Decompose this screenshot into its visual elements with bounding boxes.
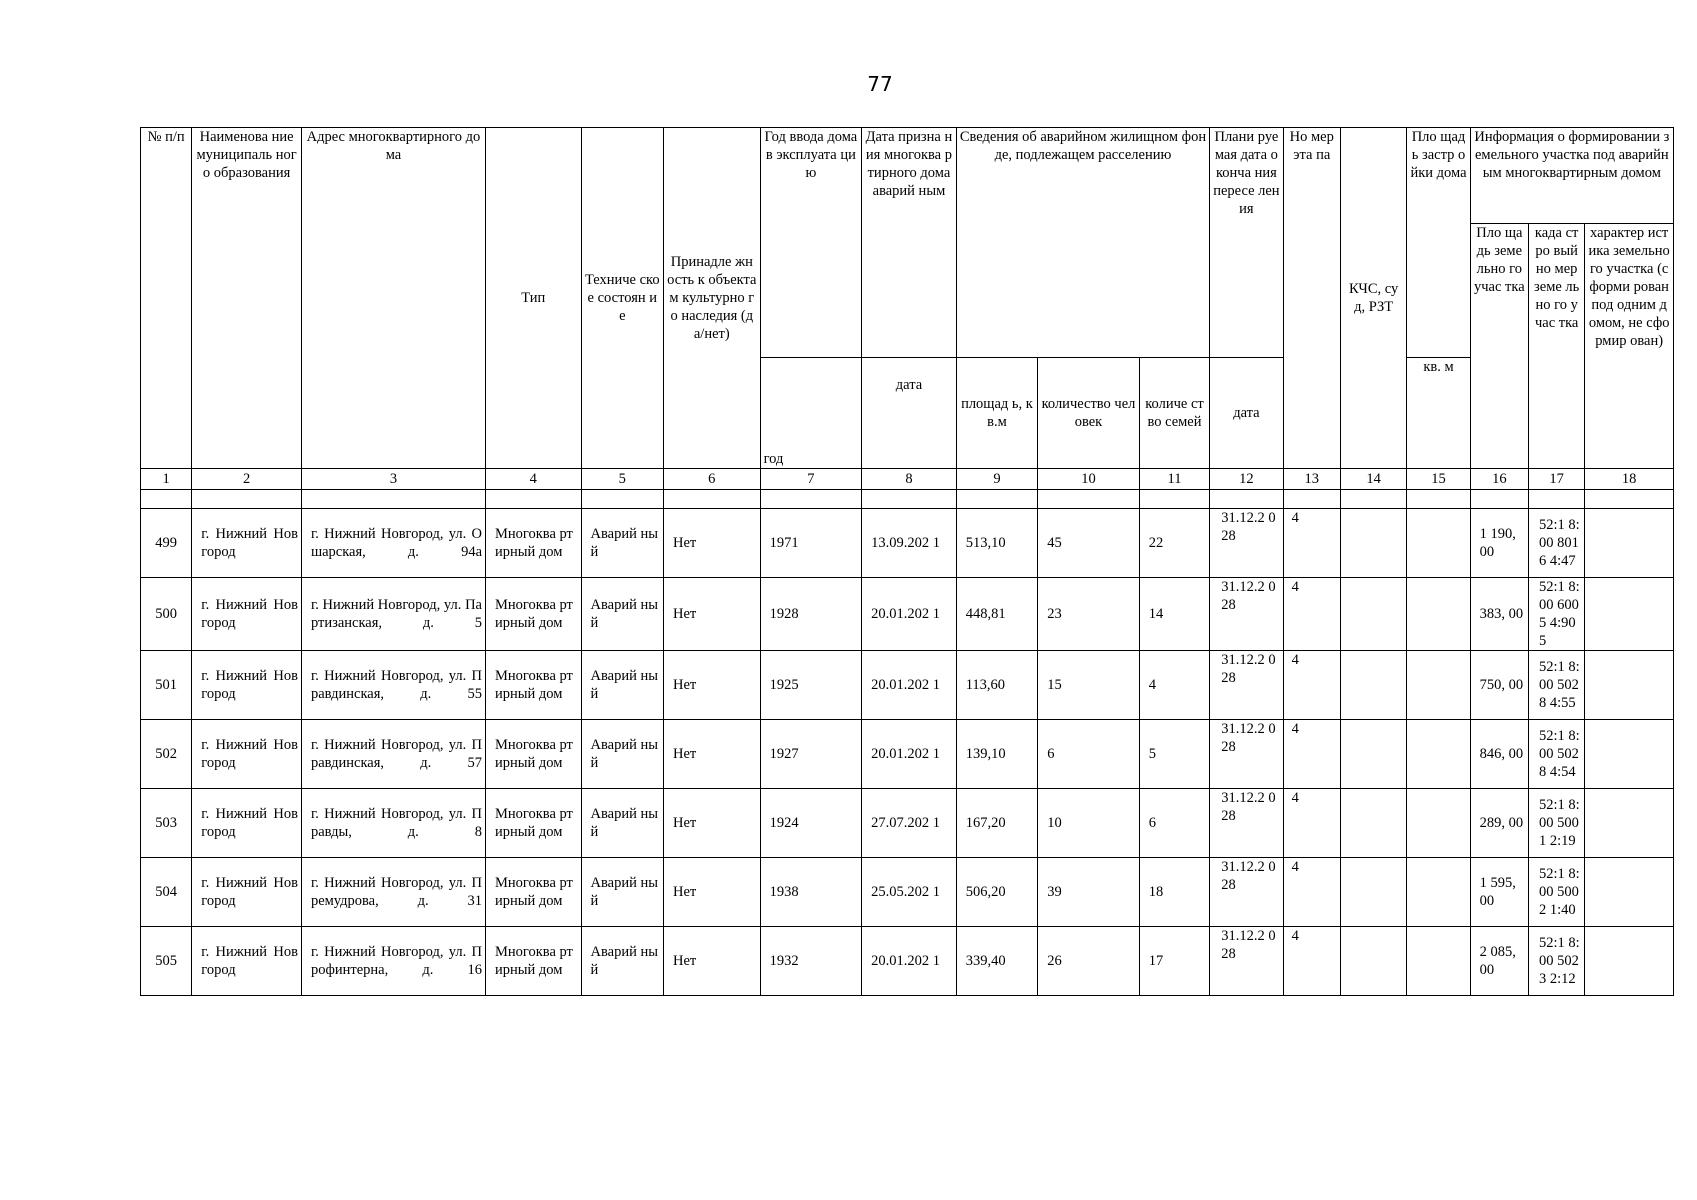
cell-cadastral-number: 52:1 8:00 6005 4:90 5 bbox=[1529, 578, 1585, 651]
cell-building-area bbox=[1407, 720, 1470, 789]
cell-land-area: 846, 00 bbox=[1470, 720, 1528, 789]
cell-technical-state: Аварий ный bbox=[581, 720, 663, 789]
cell-land-characteristic bbox=[1585, 927, 1674, 996]
cell-building-type: Многоква ртирный дом bbox=[486, 651, 582, 720]
header-land-characteristic: характер истика земельно го участка (сформи рован под одним домом, не сформир ован) bbox=[1585, 224, 1674, 469]
cell-land-area: 750, 00 bbox=[1470, 651, 1528, 720]
cell-planned-date: 31.12.2 028 bbox=[1210, 578, 1283, 651]
cell-people-count: 45 bbox=[1038, 509, 1140, 578]
cell-kchs bbox=[1340, 927, 1406, 996]
cell-family-count: 5 bbox=[1139, 720, 1209, 789]
cell-area: 167,20 bbox=[956, 789, 1037, 858]
header-building-area: Пло щадь застр ойки дома bbox=[1407, 128, 1470, 358]
column-number: 10 bbox=[1038, 469, 1140, 490]
cell-people-count: 6 bbox=[1038, 720, 1140, 789]
column-number: 2 bbox=[192, 469, 302, 490]
cell-people-count: 15 bbox=[1038, 651, 1140, 720]
cell-heritage: Нет bbox=[664, 509, 761, 578]
cell-commission-year: 1971 bbox=[760, 509, 862, 578]
cell-area: 506,20 bbox=[956, 858, 1037, 927]
cell-technical-state: Аварий ный bbox=[581, 789, 663, 858]
column-number: 15 bbox=[1407, 469, 1470, 490]
cell-land-characteristic bbox=[1585, 651, 1674, 720]
column-number: 4 bbox=[486, 469, 582, 490]
cell-municipality: г. Нижний Новгород bbox=[192, 927, 302, 996]
column-number: 18 bbox=[1585, 469, 1674, 490]
cell-emergency-date: 20.01.202 1 bbox=[862, 927, 957, 996]
cell-municipality: г. Нижний Новгород bbox=[192, 789, 302, 858]
cell-row-number: 503 bbox=[141, 789, 192, 858]
cell-cadastral-number: 52:1 8:00 5028 4:54 bbox=[1529, 720, 1585, 789]
column-number: 3 bbox=[301, 469, 485, 490]
cell-family-count: 6 bbox=[1139, 789, 1209, 858]
cell-emergency-date: 20.01.202 1 bbox=[862, 578, 957, 651]
emergency-housing-table bbox=[140, 127, 1674, 996]
cell-technical-state: Аварий ный bbox=[581, 651, 663, 720]
cell-land-characteristic bbox=[1585, 509, 1674, 578]
cell-municipality: г. Нижний Новгород bbox=[192, 720, 302, 789]
cell-land-area: 1 595, 00 bbox=[1470, 858, 1528, 927]
cell-family-count: 14 bbox=[1139, 578, 1209, 651]
cell-family-count: 18 bbox=[1139, 858, 1209, 927]
table-row bbox=[141, 858, 1674, 927]
cell-stage-number: 4 bbox=[1283, 509, 1340, 578]
header-commission-year: Год ввода дома в эксплуата цию bbox=[760, 128, 862, 358]
cell-commission-year: 1924 bbox=[760, 789, 862, 858]
cell-emergency-date: 27.07.202 1 bbox=[862, 789, 957, 858]
cell-row-number: 502 bbox=[141, 720, 192, 789]
cell-cadastral-number: 52:1 8:00 8016 4:47 bbox=[1529, 509, 1585, 578]
cell-building-type: Многоква ртирный дом bbox=[486, 858, 582, 927]
cell-family-count: 4 bbox=[1139, 651, 1209, 720]
cell-planned-date: 31.12.2 028 bbox=[1210, 509, 1283, 578]
cell-family-count: 22 bbox=[1139, 509, 1209, 578]
cell-planned-date: 31.12.2 028 bbox=[1210, 720, 1283, 789]
table-row bbox=[141, 720, 1674, 789]
cell-address: г. Нижний Новгород, ул. Профинтерна, д. 16 bbox=[301, 927, 485, 996]
column-number: 12 bbox=[1210, 469, 1283, 490]
cell-building-area bbox=[1407, 651, 1470, 720]
cell-kchs bbox=[1340, 651, 1406, 720]
cell-land-characteristic bbox=[1585, 789, 1674, 858]
cell-address: г. Нижний Новгород, ул. Правдинская, д. 57 bbox=[301, 720, 485, 789]
column-number: 13 bbox=[1283, 469, 1340, 490]
cell-kchs bbox=[1340, 720, 1406, 789]
cell-row-number: 504 bbox=[141, 858, 192, 927]
cell-address: г. Нижний Новгород, ул. Правды, д. 8 bbox=[301, 789, 485, 858]
header-technical-state: Техниче ское состоян ие bbox=[581, 128, 663, 469]
cell-planned-date: 31.12.2 028 bbox=[1210, 789, 1283, 858]
column-number: 14 bbox=[1340, 469, 1406, 490]
header-land-area: Пло щадь земе льно го учас тка bbox=[1470, 224, 1528, 469]
cell-land-area: 383, 00 bbox=[1470, 578, 1528, 651]
cell-people-count: 10 bbox=[1038, 789, 1140, 858]
cell-technical-state: Аварий ный bbox=[581, 509, 663, 578]
cell-technical-state: Аварий ный bbox=[581, 927, 663, 996]
cell-municipality: г. Нижний Новгород bbox=[192, 651, 302, 720]
cell-planned-date: 31.12.2 028 bbox=[1210, 651, 1283, 720]
cell-address: г. Нижний Новгород, ул. Партизанская, д. 5 bbox=[301, 578, 485, 651]
cell-kchs bbox=[1340, 578, 1406, 651]
header-area-sub: площад ь, кв.м bbox=[956, 358, 1037, 469]
spacer-row bbox=[141, 490, 1674, 509]
cell-heritage: Нет bbox=[664, 789, 761, 858]
cell-row-number: 500 bbox=[141, 578, 192, 651]
cell-emergency-date: 13.09.202 1 bbox=[862, 509, 957, 578]
cell-kchs bbox=[1340, 789, 1406, 858]
table-row bbox=[141, 789, 1674, 858]
cell-address: г. Нижний Новгород, ул. Премудрова, д. 31 bbox=[301, 858, 485, 927]
cell-heritage: Нет bbox=[664, 858, 761, 927]
column-number: 11 bbox=[1139, 469, 1209, 490]
column-number-row bbox=[141, 469, 1674, 490]
cell-people-count: 26 bbox=[1038, 927, 1140, 996]
cell-cadastral-number: 52:1 8:00 5023 2:12 bbox=[1529, 927, 1585, 996]
cell-commission-year: 1925 bbox=[760, 651, 862, 720]
cell-building-area bbox=[1407, 509, 1470, 578]
column-number: 1 bbox=[141, 469, 192, 490]
header-year-sub: год bbox=[760, 358, 862, 469]
column-number: 5 bbox=[581, 469, 663, 490]
table-row bbox=[141, 651, 1674, 720]
cell-planned-date: 31.12.2 028 bbox=[1210, 858, 1283, 927]
cell-emergency-date: 25.05.202 1 bbox=[862, 858, 957, 927]
cell-heritage: Нет bbox=[664, 578, 761, 651]
cell-municipality: г. Нижний Новгород bbox=[192, 858, 302, 927]
column-number: 8 bbox=[862, 469, 957, 490]
cell-commission-year: 1932 bbox=[760, 927, 862, 996]
cell-address: г. Нижний Новгород, ул. Ошарская, д. 94а bbox=[301, 509, 485, 578]
cell-stage-number: 4 bbox=[1283, 858, 1340, 927]
cell-cadastral-number: 52:1 8:00 5002 1:40 bbox=[1529, 858, 1585, 927]
cell-building-type: Многоква ртирный дом bbox=[486, 720, 582, 789]
cell-building-area bbox=[1407, 858, 1470, 927]
cell-people-count: 39 bbox=[1038, 858, 1140, 927]
cell-municipality: г. Нижний Новгород bbox=[192, 578, 302, 651]
cell-building-type: Многоква ртирный дом bbox=[486, 927, 582, 996]
cell-building-type: Многоква ртирный дом bbox=[486, 578, 582, 651]
cell-commission-year: 1928 bbox=[760, 578, 862, 651]
header-families-sub: количе ство семей bbox=[1139, 358, 1209, 469]
cell-stage-number: 4 bbox=[1283, 927, 1340, 996]
cell-row-number: 499 bbox=[141, 509, 192, 578]
cell-emergency-date: 20.01.202 1 bbox=[862, 720, 957, 789]
cell-area: 448,81 bbox=[956, 578, 1037, 651]
header-number: № п/п bbox=[141, 128, 192, 469]
cell-building-type: Многоква ртирный дом bbox=[486, 509, 582, 578]
cell-area: 339,40 bbox=[956, 927, 1037, 996]
cell-heritage: Нет bbox=[664, 720, 761, 789]
cell-land-area: 1 190, 00 bbox=[1470, 509, 1528, 578]
column-number: 9 bbox=[956, 469, 1037, 490]
cell-kchs bbox=[1340, 858, 1406, 927]
header-date-sub: дата bbox=[862, 358, 957, 469]
column-number: 16 bbox=[1470, 469, 1528, 490]
header-emergency-fund: Сведения об аварийном жилищном фонде, подлежащем расселению bbox=[956, 128, 1209, 358]
table-row bbox=[141, 509, 1674, 578]
cell-area: 139,10 bbox=[956, 720, 1037, 789]
header-planned-date-sub: дата bbox=[1210, 358, 1283, 469]
cell-row-number: 505 bbox=[141, 927, 192, 996]
header-heritage: Принадле жность к объектам культурно го наследия (да/нет) bbox=[664, 128, 761, 469]
header-land-info: Информация о формировании земельного участка под аварийным многоквартирным домом bbox=[1470, 128, 1673, 224]
header-municipality: Наименова ние муниципаль ного образования bbox=[192, 128, 302, 469]
header-building-area-unit: кв. м bbox=[1407, 358, 1470, 469]
cell-heritage: Нет bbox=[664, 927, 761, 996]
cell-cadastral-number: 52:1 8:00 5001 2:19 bbox=[1529, 789, 1585, 858]
page-number: 77 bbox=[867, 72, 893, 96]
column-number: 7 bbox=[760, 469, 862, 490]
cell-stage-number: 4 bbox=[1283, 651, 1340, 720]
cell-kchs bbox=[1340, 509, 1406, 578]
cell-row-number: 501 bbox=[141, 651, 192, 720]
cell-land-characteristic bbox=[1585, 720, 1674, 789]
cell-area: 513,10 bbox=[956, 509, 1037, 578]
column-number: 6 bbox=[664, 469, 761, 490]
header-cadastral-number: када стро вый но мер земе льно го учас тка bbox=[1529, 224, 1585, 469]
cell-people-count: 23 bbox=[1038, 578, 1140, 651]
cell-building-type: Многоква ртирный дом bbox=[486, 789, 582, 858]
cell-technical-state: Аварий ный bbox=[581, 858, 663, 927]
cell-family-count: 17 bbox=[1139, 927, 1209, 996]
cell-cadastral-number: 52:1 8:00 5028 4:55 bbox=[1529, 651, 1585, 720]
cell-planned-date: 31.12.2 028 bbox=[1210, 927, 1283, 996]
header-kchs: КЧС, суд, РЗТ bbox=[1340, 128, 1406, 469]
header-emergency-date: Дата призна ния многоква ртирного дома аварий ным bbox=[862, 128, 957, 358]
cell-stage-number: 4 bbox=[1283, 578, 1340, 651]
header-address: Адрес многоквартирного дома bbox=[301, 128, 485, 469]
cell-heritage: Нет bbox=[664, 651, 761, 720]
cell-commission-year: 1938 bbox=[760, 858, 862, 927]
cell-land-characteristic bbox=[1585, 858, 1674, 927]
cell-building-area bbox=[1407, 578, 1470, 651]
cell-area: 113,60 bbox=[956, 651, 1037, 720]
cell-commission-year: 1927 bbox=[760, 720, 862, 789]
cell-land-area: 2 085, 00 bbox=[1470, 927, 1528, 996]
column-number: 17 bbox=[1529, 469, 1585, 490]
header-stage: Но мер эта па bbox=[1283, 128, 1340, 469]
cell-land-characteristic bbox=[1585, 578, 1674, 651]
cell-building-area bbox=[1407, 927, 1470, 996]
cell-municipality: г. Нижний Новгород bbox=[192, 509, 302, 578]
cell-address: г. Нижний Новгород, ул. Правдинская, д. 55 bbox=[301, 651, 485, 720]
cell-technical-state: Аварий ный bbox=[581, 578, 663, 651]
header-type: Тип bbox=[486, 128, 582, 469]
cell-emergency-date: 20.01.202 1 bbox=[862, 651, 957, 720]
header-people-sub: количество человек bbox=[1038, 358, 1140, 469]
cell-land-area: 289, 00 bbox=[1470, 789, 1528, 858]
cell-stage-number: 4 bbox=[1283, 720, 1340, 789]
table-row bbox=[141, 578, 1674, 651]
header-planned-date: Плани руемая дата оконча ния пересе ления bbox=[1210, 128, 1283, 358]
table-row bbox=[141, 927, 1674, 996]
cell-stage-number: 4 bbox=[1283, 789, 1340, 858]
cell-building-area bbox=[1407, 789, 1470, 858]
